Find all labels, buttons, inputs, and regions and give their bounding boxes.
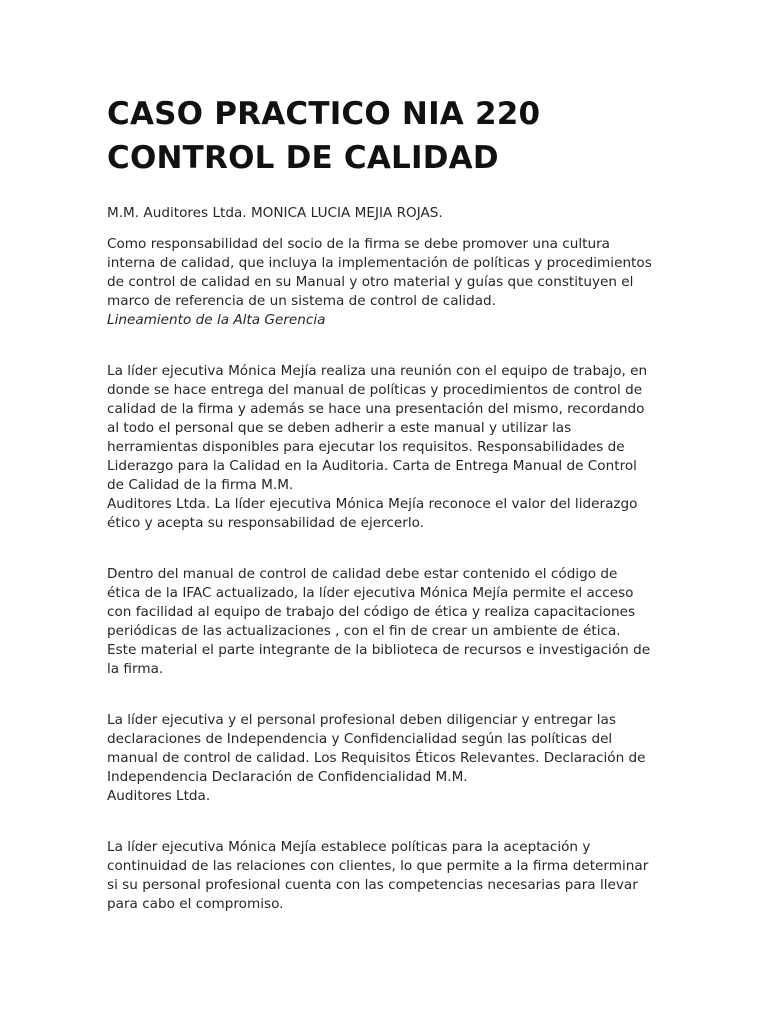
title-line: CONTROL DE CALIDAD <box>107 140 499 176</box>
text-line: La líder ejecutiva y el personal profesional deben diligenciar y entregar las <box>107 712 616 728</box>
text-line: al todo el personal que se deben adherir a este manual y utilizar las <box>107 420 572 436</box>
text-line: Este material el parte integrante de la biblioteca de recursos e investigación de <box>107 642 651 658</box>
text-line: Independencia Declaración de Confidencialidad M.M. <box>107 769 468 785</box>
text-line: Liderazgo para la Calidad en la Auditoria. Carta de Entrega Manual de Control <box>107 458 637 474</box>
text-line: para cabo el compromiso. <box>107 896 284 912</box>
paragraph-socio-responsabilidad <box>107 235 672 330</box>
paragraph-reunion <box>107 362 672 533</box>
text-line: Auditores Ltda. La líder ejecutiva Mónica Mejía reconoce el valor del liderazgo <box>107 496 638 512</box>
text-line: herramientas disponibles para ejecutar los requisitos. Responsabilidades de <box>107 439 625 455</box>
text-line: ético y acepta su responsabilidad de ejercerlo. <box>107 515 425 531</box>
text-line: de control de calidad en su Manual y otro material y guías que constituyen el <box>107 274 634 290</box>
authors-text: M.M. Auditores Ltda. MONICA LUCIA MEJIA ROJAS. <box>107 205 443 221</box>
text-line: si su personal profesional cuenta con las competencias necesarias para llevar <box>107 877 638 893</box>
document-title <box>107 92 667 180</box>
text-line: la firma. <box>107 661 164 677</box>
text-line: declaraciones de Independencia y Confidencialidad según las políticas del <box>107 731 613 747</box>
paragraph-aceptacion-clientes <box>107 838 672 914</box>
text-line: ética de la IFAC actualizado, la líder ejecutiva Mónica Mejía permite el acceso <box>107 585 634 601</box>
paragraph-codigo-etica <box>107 565 672 679</box>
authors-line <box>107 204 672 223</box>
subheading-alta-gerencia: Lineamiento de la Alta Gerencia <box>107 312 326 328</box>
text-line: Como responsabilidad del socio de la firma se debe promover una cultura <box>107 236 610 252</box>
text-line: periódicas de las actualizaciones , con el fin de crear un ambiente de ética. <box>107 623 621 639</box>
title-line: CASO PRACTICO NIA 220 <box>107 96 541 132</box>
text-line: La líder ejecutiva Mónica Mejía realiza una reunión con el equipo de trabajo, en <box>107 363 648 379</box>
text-line: Dentro del manual de control de calidad debe estar contenido el código de <box>107 566 618 582</box>
text-line: calidad de la firma y además se hace una presentación del mismo, recordando <box>107 401 645 417</box>
text-line: donde se hace entrega del manual de políticas y procedimientos de control de <box>107 382 643 398</box>
text-line: de Calidad de la firma M.M. <box>107 477 294 493</box>
text-line: Auditores Ltda. <box>107 788 211 804</box>
text-line: La líder ejecutiva Mónica Mejía establece políticas para la aceptación y <box>107 839 591 855</box>
text-line: marco de referencia de un sistema de control de calidad. <box>107 293 496 309</box>
text-line: continuidad de las relaciones con clientes, lo que permite a la firma determinar <box>107 858 649 874</box>
text-line: manual de control de calidad. Los Requisitos Éticos Relevantes. Declaración de <box>107 750 646 766</box>
paragraph-independencia <box>107 711 672 806</box>
text-line: con facilidad al equipo de trabajo del código de ética y realiza capacitaciones <box>107 604 636 620</box>
text-line: interna de calidad, que incluya la implementación de políticas y procedimientos <box>107 255 652 271</box>
